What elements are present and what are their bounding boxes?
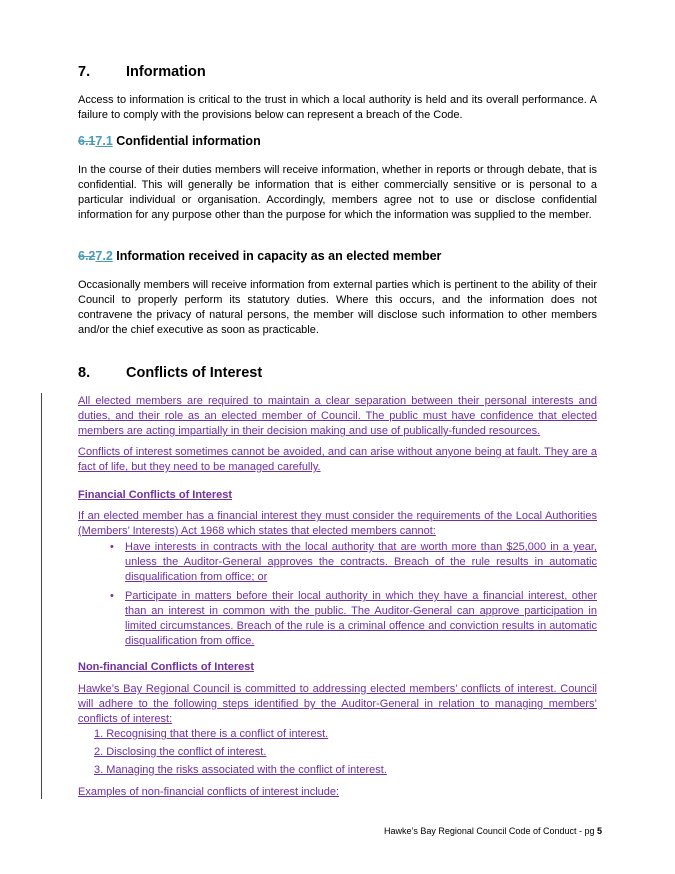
inserted-text: All elected members are required to maintain a clear separation between their personal interests and duties, and their role as an elected member of Council. The public must have confidence that elected members are acting impartially in their decision making and use of publically-funded resources. xyxy=(78,395,597,437)
inserted-number: 7.1 xyxy=(95,134,113,148)
inserted-heading: Financial Conflicts of Interest xyxy=(78,489,233,501)
step-text: 1. Recognising that there is a conflict of interest. xyxy=(94,728,329,740)
section-7-title: Information xyxy=(126,64,206,80)
section-7-number: 7. xyxy=(78,64,91,80)
page-number: 5 xyxy=(596,826,602,836)
steps-list xyxy=(78,727,597,781)
list-item xyxy=(78,540,597,585)
inserted-text: If an elected member has a financial interest they must consider the requirements of the Local Authorities (Members’ Interests) Act 1968 which states that elected members cannot: xyxy=(78,510,597,537)
conflicts-para-2 xyxy=(78,445,597,475)
bullet-text: Have interests in contracts with the local authority that are worth more than $25,000 in a year, unless the Auditor-General approves the contracts. Breach of the rule results in automatic disqualification from office; or xyxy=(125,541,597,583)
financial-intro xyxy=(78,509,597,539)
inserted-text: Examples of non-financial conflicts of interest include: xyxy=(78,786,340,798)
bullet-text: Participate in matters before their local authority in which they have a financial interest, other than an interest in common with the public. The Auditor-General can approve participation in limited circumstances. Breach of the rule is a criminal offence and conviction results in automatic disqualification from office. xyxy=(125,590,597,647)
conflicts-para-1 xyxy=(78,394,597,439)
subsection-7-2-heading xyxy=(78,249,441,263)
page-footer xyxy=(384,826,602,836)
financial-bullet-list xyxy=(78,540,597,653)
list-item xyxy=(78,589,597,649)
info-received-text: Occasionally members will receive information from external parties which is pertinent to the ability of their Council to properly perform its statutory duties. Where this occurs, and the information does not contravene the privacy of natural persons, the member will disclose such information to other members and/or the chief executive as soon as practicable. xyxy=(78,279,597,336)
nonfinancial-heading xyxy=(78,660,597,675)
bullet-icon: • xyxy=(110,590,114,602)
revision-change-bar xyxy=(41,393,42,799)
footer-text: Hawke’s Bay Regional Council Code of Conduct - pg xyxy=(384,826,597,836)
section-8-number: 8. xyxy=(78,365,91,381)
section-8-title: Conflicts of Interest xyxy=(126,365,263,381)
subsection-7-1-heading xyxy=(78,134,261,148)
inserted-text: Hawke’s Bay Regional Council is committed to addressing elected members’ conflicts of interest. Council will adhere to the following steps identified by the Auditor-General in relation to managing members’ conflicts of interest: xyxy=(78,683,597,725)
subsection-title: Confidential information xyxy=(116,134,261,148)
financial-heading xyxy=(78,488,597,503)
deleted-number: 6.1 xyxy=(78,134,96,148)
nonfinancial-intro xyxy=(78,682,597,727)
section-7-heading xyxy=(78,64,206,80)
list-item xyxy=(78,727,597,742)
list-item xyxy=(78,763,597,778)
subsection-title: Information received in capacity as an elected member xyxy=(116,249,442,263)
confidential-info-text: In the course of their duties members will receive information, whether in reports or through debate, that is confidential. This will generally be information that is either commercially sensitive or is personal to a particular individual or organisation. Accordingly, members agree not to use or disclose confidential information for any purpose other than the purpose for which the information was supplied to the member. xyxy=(78,164,597,221)
inserted-number: 7.2 xyxy=(95,249,113,263)
inserted-heading: Non-financial Conflicts of Interest xyxy=(78,661,255,673)
bullet-icon: • xyxy=(110,541,114,553)
inserted-text: Conflicts of interest sometimes cannot be avoided, and can arise without anyone being at fault. They are a fact of life, but they need to be managed carefully. xyxy=(78,446,597,473)
section-8-heading xyxy=(78,365,262,381)
step-text: 2. Disclosing the conflict of interest. xyxy=(94,746,267,758)
examples-lead xyxy=(78,785,597,800)
step-text: 3. Managing the risks associated with the conflict of interest. xyxy=(94,764,387,776)
deleted-number: 6.2 xyxy=(78,249,96,263)
section-7-intro: Access to information is critical to the trust in which a local authority is held and its overall performance. A failure to comply with the provisions below can represent a breach of the Code. xyxy=(78,94,597,121)
list-item xyxy=(78,745,597,760)
